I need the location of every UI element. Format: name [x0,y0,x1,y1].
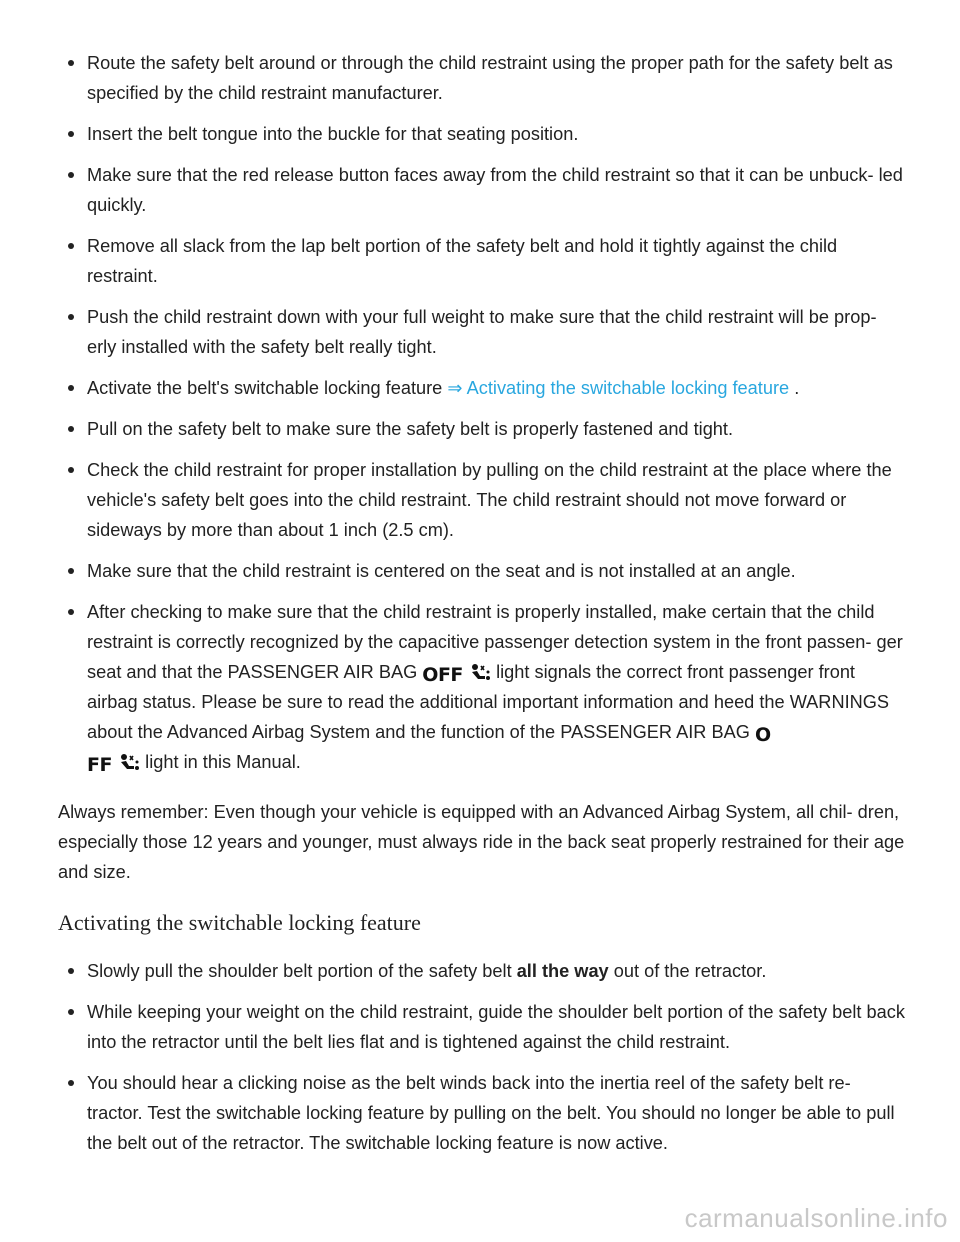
list-item-text: Remove all slack from the lap belt portion of the safety belt and hold it tightly against the child restraint. [87,236,838,286]
list-item-text: out of the retractor. [608,961,767,981]
indicator-off-text: O [754,724,771,746]
list-item [0,414,960,444]
bullet-icon [68,131,74,137]
passenger-airbag-off-indicator-icon [87,753,140,775]
list-item [0,48,960,108]
list-item [0,997,960,1057]
list-item-text: Activate the belt's switchable locking feature [87,378,448,398]
list-item-text: Push the child restraint down with your full weight to make sure that the child restraint will be prop- erly installed with the safety belt really tight. [87,307,877,357]
list-item [0,160,960,220]
passenger-seat-icon [118,753,140,773]
bullet-icon [68,968,74,974]
list-item-text: After checking to make sure that the child restraint is properly installed, make certain that the child restraint is correctly recognized by the capacitive passenger detection system in the front passen- ger seat and that the PASSENGER AIR BAG [87,602,903,682]
list-item-text: Make sure that the child restraint is centered on the seat and is not installed at an angle. [87,561,796,581]
list-item-text: Slowly pull the shoulder belt portion of the safety belt [87,961,517,981]
indicator-off-text: OFF [422,664,463,686]
switchable-locking-steps-list [0,956,960,1169]
bullet-icon [68,568,74,574]
list-item-text: Route the safety belt around or through the child restraint using the proper path for the safety belt as specified by the child restraint manufacturer. [87,53,893,103]
bullet-icon [68,172,74,178]
bullet-icon [68,60,74,66]
bullet-icon [68,314,74,320]
watermark: carmanualsonline.info [684,1203,948,1233]
activating-switchable-locking-link[interactable]: ⇒ Activating the switchable locking feature [447,378,790,398]
passenger-seat-icon [469,663,491,683]
list-item [0,956,960,986]
list-item [0,455,960,545]
list-item [0,556,960,586]
bullet-icon [68,1009,74,1015]
list-item-text: While keeping your weight on the child restraint, guide the shoulder belt portion of the safety belt back into the retractor until the belt lies flat and is tightened against the child restraint. [87,1002,905,1052]
section-title: Activating the switchable locking feature [58,910,421,935]
indicator-off-text: FF [87,754,112,776]
list-item-text: Insert the belt tongue into the buckle for that seating position. [87,124,579,144]
list-item-text: You should hear a clicking noise as the belt winds back into the inertia reel of the safety belt re- tractor. Test the switchable locking feature by pulling on the belt. You should no longer be able to pull the belt out of the retractor. The switchable locking feature is now active. [87,1073,895,1153]
bullet-icon [68,467,74,473]
list-item-text: Pull on the safety belt to make sure the safety belt is properly fastened and tight. [87,419,734,439]
bullet-icon [68,385,74,391]
list-item-airbag [0,597,960,777]
list-item [0,231,960,291]
list-item-activate [0,373,960,403]
list-item-text: Check the child restraint for proper installation by pulling on the child restraint at the place where the vehicle's safety belt goes into the child restraint. The child restraint should not move forward or sideways by more than about 1 inch (2.5 cm). [87,460,892,540]
list-item-text: light signals the correct front passenger front airbag status. Please be sure to read the additional important information and heed the WARNINGS about the Advanced Airbag System and the function of the PASSENGER AIR BAG [87,662,890,742]
bullet-icon [68,243,74,249]
list-item [0,119,960,149]
reminder-paragraph: Always remember: Even though your vehicle is equipped with an Advanced Airbag System, all chil- dren, especially those 12 years and younger, must always ride in the back seat properly restrained for their age and size. [58,802,905,882]
list-item-text: . [789,378,800,398]
bullet-icon [68,1080,74,1086]
passenger-airbag-off-indicator-icon [422,663,491,685]
list-item-text: light in this Manual. [140,752,301,772]
bullet-icon [68,426,74,432]
list-item [0,1068,960,1158]
instruction-list [0,48,960,788]
list-item-text: Make sure that the red release button faces away from the child restraint so that it can be unbuck- led quickly. [87,165,903,215]
bullet-icon [68,609,74,615]
emphasis-text: all the way [516,961,609,981]
passenger-airbag-off-indicator-icon [755,726,771,745]
list-item [0,302,960,362]
